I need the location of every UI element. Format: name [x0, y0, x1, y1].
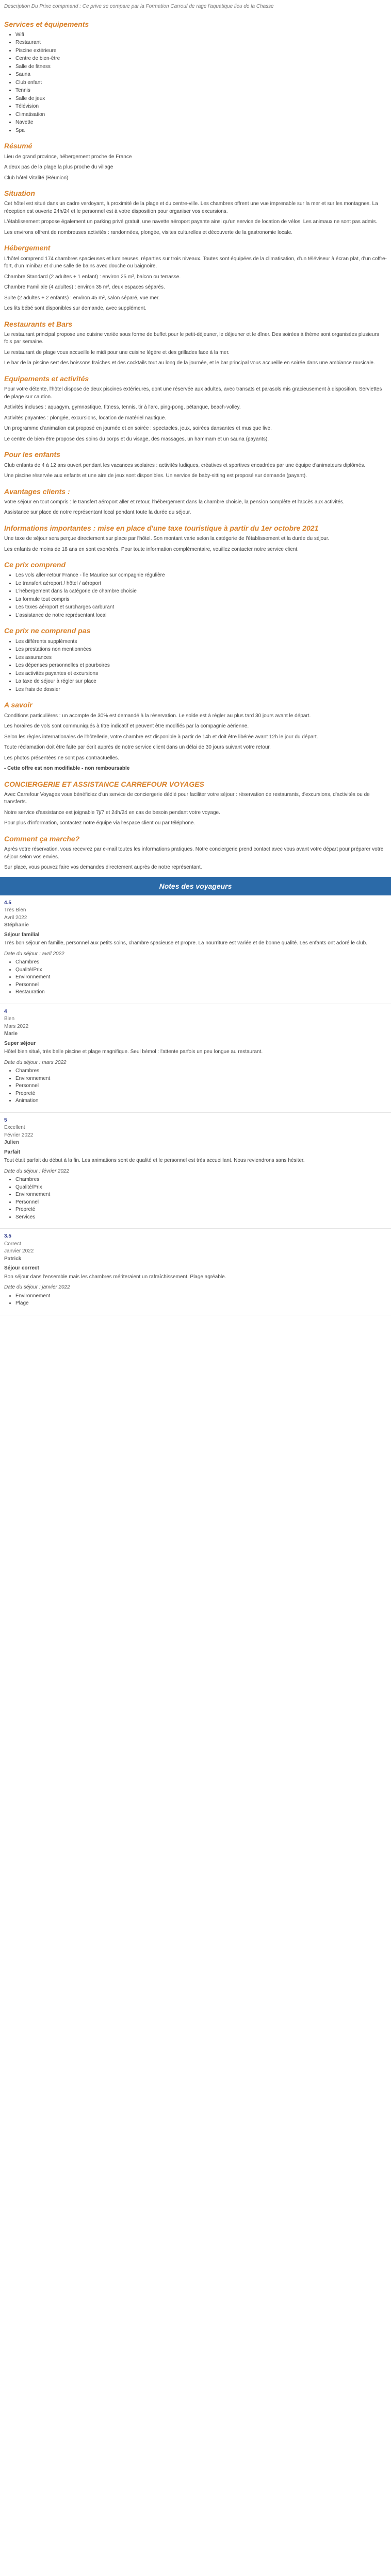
- review-rating-label: Correct: [4, 1241, 21, 1247]
- service-item: • Restaurant: [15, 39, 387, 47]
- prix-ne-comprend-list: [4, 638, 387, 694]
- resume-line: A deux pas de la plage la plus proche du village: [4, 164, 113, 171]
- enfants-title: Pour les enfants: [4, 450, 60, 459]
- comment-title: Comment ça marche?: [4, 834, 80, 843]
- review-rating-label: Bien: [4, 1016, 15, 1022]
- comment-paragraph: Sur place, vous pouvez faire vos demandes directement auprès de notre représentant.: [4, 865, 202, 871]
- service-item: • Piscine extérieure: [15, 47, 387, 55]
- review-author: Marie: [4, 1031, 18, 1037]
- resume-line: Club hôtel Vitalité (Réunion): [4, 175, 69, 181]
- review-stay-date: Date du séjour : janvier 2022: [4, 1284, 70, 1291]
- info-paragraph: Les enfants de moins de 18 ans en sont exonérés. Pour toute information complémentaire, veuillez contacter notre service client.: [4, 546, 299, 552]
- non-modifiable-note: - Cette offre est non modifiable - non remboursable: [4, 766, 130, 772]
- prix-comprend-item: • Les taxes aéroport et surcharges carburant: [15, 604, 387, 612]
- services-section: [0, 19, 391, 872]
- enfants-paragraph: Une piscine réservée aux enfants et une aire de jeux sont disponibles. Un service de baby-sitting est proposé sur demande (payant).: [4, 473, 307, 479]
- service-item: • Tennis: [15, 87, 387, 95]
- review-pro: • Environnement: [15, 1075, 387, 1083]
- service-item: • Salle de jeux: [15, 95, 387, 103]
- equipements-paragraph: Activités incluses : aquagym, gymnastique, fitness, tennis, tir à l'arc, ping-pong, pétanque, beach-volley.: [4, 404, 241, 411]
- service-item: • Sauna: [15, 71, 387, 79]
- conciergerie-paragraph: Avec Carrefour Voyages vous bénéficiez d'un service de conciergerie dédié pour faciliter votre séjour : réservation de restaurants, d'excursions, d'activités ou de transferts.: [4, 791, 370, 805]
- savoir-paragraph: Les horaires de vols sont communiqués à titre indicatif et peuvent être modifiés par la compagnie aérienne.: [4, 723, 249, 730]
- review-date: Janvier 2022: [4, 1248, 34, 1255]
- conciergerie-paragraph: Notre service d'assistance est joignable 7j/7 et 24h/24 en cas de besoin pendant votre voyage.: [4, 809, 220, 816]
- prix-ne-comprend-item: • Les assurances: [15, 654, 387, 662]
- restaurants-title: Restaurants et Bars: [4, 319, 73, 328]
- prix-ne-comprend-item: • La taxe de séjour à régler sur place: [15, 678, 387, 686]
- hebergement-paragraph: Suite (2 adultes + 2 enfants) : environ 45 m², salon séparé, vue mer.: [4, 295, 160, 301]
- enfants-paragraph: Club enfants de 4 à 12 ans ouvert pendant les vacances scolaires : activités ludiques, créatives et sportives encadrées par une équipe d'animateurs diplômés.: [4, 462, 366, 468]
- prix-comprend-title: Ce prix comprend: [4, 561, 66, 569]
- prix-comprend-item: • L'assistance de notre représentant local: [15, 612, 387, 620]
- review-pro: • Propreté: [15, 1090, 387, 1098]
- review-pros-list: [4, 1176, 387, 1221]
- hebergement-paragraph: L'hôtel comprend 174 chambres spacieuses et lumineuses, réparties sur trois niveaux. Toutes sont équipées de la climatisation, d'un téléviseur à écran plat, d'un coffre-fort, d'un minibar et d'une salle de bains avec douche ou baignoire.: [4, 256, 387, 269]
- restaurants-paragraph: Le bar de la piscine sert des boissons fraîches et des cocktails tout au long de la journée, et le bar principal vous accueille en soirée dans une ambiance musicale.: [4, 360, 375, 366]
- service-item: • Spa: [15, 127, 387, 135]
- situation-title: Situation: [4, 189, 35, 198]
- hebergement-paragraph: Chambre Familiale (4 adultes) : environ 35 m², deux espaces séparés.: [4, 284, 165, 291]
- equipements-paragraph: Pour votre détente, l'hôtel dispose de deux piscines extérieures, dont une réservée aux adultes, avec transats et parasols mis gracieusement à disposition. Serviettes de plage sur caution.: [4, 386, 382, 400]
- conciergerie-title: CONCIERGERIE ET ASSISTANCE CARREFOUR VOYAGES: [4, 779, 204, 788]
- savoir-paragraph: Selon les règles internationales de l'hôtellerie, votre chambre est disponible à partir de 14h et doit être libérée avant 12h le jour du départ.: [4, 734, 318, 740]
- review-item: [0, 1004, 391, 1113]
- review-text: Très bon séjour en famille, personnel aux petits soins, chambre spacieuse et propre. La nourriture est variée et de bonne qualité. Les enfants ont adoré le club.: [4, 940, 367, 946]
- situation-paragraph: L'établissement propose également un parking privé gratuit, une navette aéroport payante ainsi qu'un service de location de vélos. Les animaux ne sont pas admis.: [4, 219, 378, 225]
- review-pro: • Personnel: [15, 1082, 387, 1090]
- review-pro: • Plage: [15, 1300, 387, 1308]
- review-pro: • Propreté: [15, 1206, 387, 1214]
- review-title: Super séjour: [4, 1040, 36, 1046]
- review-score: 5: [4, 1117, 7, 1123]
- review-title: Séjour familial: [4, 931, 40, 938]
- review-text: Tout était parfait du début à la fin. Les animations sont de qualité et le personnel est très accueillant. Nous reviendrons sans hésiter.: [4, 1158, 305, 1164]
- review-pro: • Personnel: [15, 981, 387, 989]
- services-list: [4, 31, 387, 135]
- review-date: Mars 2022: [4, 1023, 29, 1029]
- review-pro: • Animation: [15, 1097, 387, 1105]
- avantages-paragraph: Assistance sur place de notre représentant local pendant toute la durée du séjour.: [4, 510, 191, 516]
- review-pro: • Personnel: [15, 1199, 387, 1207]
- review-stay-date: Date du séjour : mars 2022: [4, 1059, 67, 1065]
- prix-ne-comprend-title: Ce prix ne comprend pas: [4, 626, 91, 635]
- hebergement-title: Hébergement: [4, 244, 51, 252]
- review-pro: • Qualité/Prix: [15, 1184, 387, 1192]
- prix-comprend-item: • La formule tout compris: [15, 596, 387, 604]
- service-item: • Salle de fitness: [15, 63, 387, 71]
- service-item: • Club enfant: [15, 79, 387, 87]
- prix-comprend-item: • Le transfert aéroport / hôtel / aéroport: [15, 580, 387, 588]
- avantages-paragraph: Votre séjour en tout compris : le transfert aéroport aller et retour, l'hébergement dans la chambre choisie, la pension complète et l'accès aux activités.: [4, 499, 345, 505]
- savoir-paragraph: Toute réclamation doit être faite par écrit auprès de notre service client dans un délai de 30 jours suivant votre retour.: [4, 744, 271, 751]
- prix-ne-comprend-item: • Les différents suppléments: [15, 638, 387, 646]
- review-title: Séjour correct: [4, 1265, 39, 1272]
- situation-paragraph: Les environs offrent de nombreuses activités : randonnées, plongée, visites culturelles et découverte de la gastronomie locale.: [4, 229, 293, 235]
- review-score: 4.5: [4, 900, 11, 906]
- restaurants-paragraph: Le restaurant de plage vous accueille le midi pour une cuisine légère et des grillades face à la mer.: [4, 349, 230, 355]
- info-title: Informations importantes : mise en place d'une taxe touristique à partir du 1er octobre 2021: [4, 523, 319, 532]
- situation-paragraph: Cet hôtel est situé dans un cadre verdoyant, à proximité de la plage et du centre-ville. Les chambres offrent une vue imprenable sur la mer et sur les montagnes. La réception est ouverte 24h/24 et le personnel est à votre disposition pour organiser vos excursions.: [4, 201, 378, 214]
- conciergerie-paragraph: Pour plus d'information, contactez notre équipe via l'espace client ou par téléphone.: [4, 820, 196, 826]
- intro-text: Description Du Prixe compmand : Ce prive se compare par la Formation Carrouf de rage l'aquatique lieu de la Chasse: [4, 4, 274, 9]
- equipements-paragraph: Activités payantes : plongée, excursions, location de matériel nautique.: [4, 415, 167, 421]
- review-stay-date: Date du séjour : avril 2022: [4, 951, 64, 957]
- review-date: Février 2022: [4, 1132, 34, 1138]
- prix-ne-comprend-item: • Les frais de dossier: [15, 686, 387, 694]
- notes-header: Notes des voyageurs: [0, 877, 391, 895]
- review-pro: • Environnement: [15, 1191, 387, 1199]
- review-pro: • Environnement: [15, 974, 387, 981]
- service-item: • Climatisation: [15, 111, 387, 119]
- resume-title: Résumé: [4, 142, 32, 150]
- review-pro: • Environnement: [15, 1293, 387, 1300]
- review-pros-list: [4, 1293, 387, 1308]
- resume-line: Lieu de grand province, hébergement proche de France: [4, 154, 132, 160]
- restaurants-paragraph: Le restaurant principal propose une cuisine variée sous forme de buffet pour le petit-déjeuner, le déjeuner et le dîner. Des soirées à thème sont organisées plusieurs fois par semaine.: [4, 331, 379, 345]
- comment-paragraph: Après votre réservation, vous recevrez par e-mail toutes les informations pratiques. Notre conciergerie prend contact avec vous avant votre départ pour préparer votre séjour selon vos envies.: [4, 846, 384, 860]
- prix-comprend-item: • Les vols aller-retour France - Île Maurice sur compagnie régulière: [15, 572, 387, 580]
- services-title: Services et équipements: [4, 20, 89, 28]
- review-rating-label: Excellent: [4, 1125, 25, 1131]
- hebergement-paragraph: Chambre Standard (2 adultes + 1 enfant) : environ 25 m², balcon ou terrasse.: [4, 274, 181, 280]
- review-pros-list: [4, 959, 387, 996]
- review-pro: • Qualité/Prix: [15, 967, 387, 974]
- equipements-paragraph: Un programme d'animation est proposé en journée et en soirée : spectacles, jeux, soirées dansantes et musique live.: [4, 426, 272, 432]
- review-text: Bon séjour dans l'ensemble mais les chambres mériteraient un rafraîchissement. Plage agréable.: [4, 1274, 226, 1280]
- review-pro: • Services: [15, 1214, 387, 1222]
- review-score: 4: [4, 1008, 7, 1014]
- avantages-title: Avantages clients :: [4, 487, 70, 496]
- review-pro: • Chambres: [15, 1067, 387, 1075]
- review-pro: • Chambres: [15, 1176, 387, 1184]
- equipements-paragraph: Le centre de bien-être propose des soins du corps et du visage, des massages, un hammam et un sauna (payants).: [4, 436, 269, 442]
- prix-ne-comprend-item: • Les dépenses personnelles et pourboires: [15, 662, 387, 670]
- savoir-paragraph: Les photos présentées ne sont pas contractuelles.: [4, 755, 119, 761]
- review-pro: • Chambres: [15, 959, 387, 967]
- equipements-title: Equipements et activités: [4, 374, 89, 383]
- footer-spacer: [0, 1315, 391, 1346]
- service-item: • Wifi: [15, 31, 387, 39]
- prix-comprend-item: • L'hébergement dans la catégorie de chambre choisie: [15, 588, 387, 596]
- review-text: Hôtel bien situé, très belle piscine et plage magnifique. Seul bémol : l'attente parfois un peu longue au restaurant.: [4, 1049, 263, 1055]
- prix-comprend-list: [4, 572, 387, 619]
- service-item: • Navette: [15, 119, 387, 127]
- review-score: 3.5: [4, 1233, 11, 1240]
- review-item: [0, 895, 391, 1004]
- review-author: Patrick: [4, 1256, 22, 1262]
- hebergement-paragraph: Les lits bébé sont disponibles sur demande, avec supplément.: [4, 306, 146, 312]
- review-pros-list: [4, 1067, 387, 1105]
- savoir-paragraph: Conditions particulières : un acompte de 30% est demandé à la réservation. Le solde est à régler au plus tard 30 jours avant le départ.: [4, 713, 311, 719]
- info-paragraph: Une taxe de séjour sera perçue directement sur place par l'hôtel. Son montant varie selon la catégorie de l'établissement et la durée du séjour.: [4, 536, 330, 542]
- review-item: [0, 1113, 391, 1229]
- review-title: Parfait: [4, 1149, 21, 1155]
- review-stay-date: Date du séjour : février 2022: [4, 1168, 70, 1174]
- service-item: • Centre de bien-être: [15, 55, 387, 63]
- service-item: • Télévision: [15, 103, 387, 111]
- prix-ne-comprend-item: • Les prestations non mentionnées: [15, 646, 387, 654]
- review-pro: • Restauration: [15, 989, 387, 996]
- savoir-title: A savoir: [4, 701, 32, 709]
- review-author: Julien: [4, 1140, 19, 1146]
- prix-ne-comprend-item: • Les activités payantes et excursions: [15, 670, 387, 678]
- review-author: Stéphanie: [4, 922, 29, 928]
- review-item: [0, 1229, 391, 1315]
- review-date: Avril 2022: [4, 914, 27, 921]
- review-rating-label: Très Bien: [4, 907, 26, 913]
